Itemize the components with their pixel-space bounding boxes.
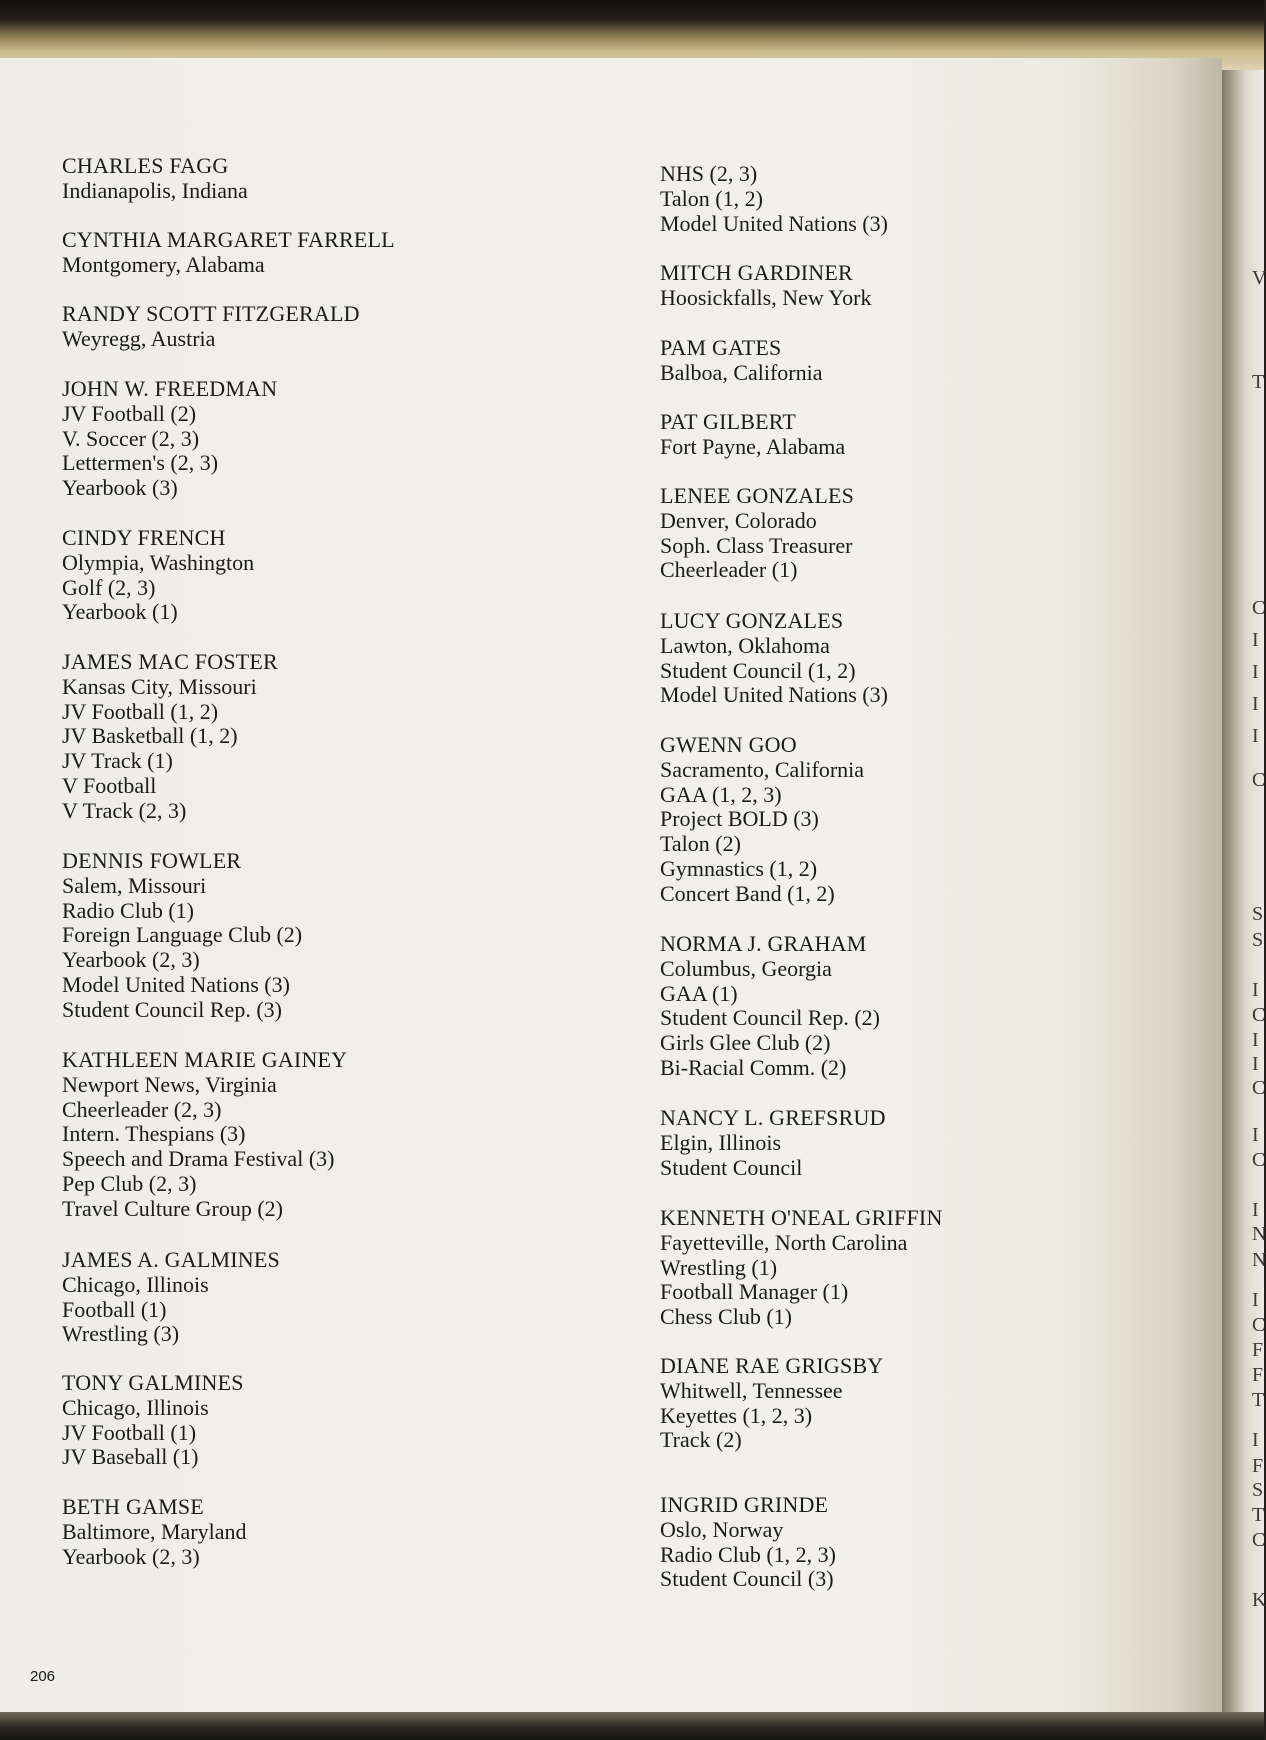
student-hometown: Chicago, Illinois (62, 1271, 209, 1297)
edge-letter: T (1252, 371, 1265, 393)
edge-letter: I (1252, 1124, 1259, 1146)
student-entry (660, 1206, 943, 1330)
edge-letter: S (1252, 929, 1264, 951)
student-hometown: Baltimore, Maryland (62, 1518, 247, 1544)
edge-letter: I (1252, 1053, 1259, 1075)
student-entry (62, 302, 360, 352)
student-name: KENNETH O'NEAL GRIFFIN (660, 1205, 943, 1230)
student-hometown: Kansas City, Missouri (62, 673, 257, 699)
student-activity: Lettermen's (2, 3) (62, 450, 219, 476)
edge-letter: V (1252, 267, 1266, 289)
student-entry (62, 650, 278, 824)
student-name: MITCH GARDINER (660, 260, 853, 285)
student-hometown: Weyregg, Austria (62, 325, 216, 351)
student-name: TONY GALMINES (62, 1370, 244, 1395)
student-activity: Model United Nations (3) (660, 682, 888, 708)
student-activity: Yearbook (3) (62, 475, 178, 501)
student-entry (62, 228, 395, 278)
student-entry (660, 261, 871, 311)
student-activity: Student Council (660, 1154, 803, 1180)
student-name: INGRID GRINDE (660, 1492, 829, 1517)
student-activity: JV Baseball (1) (62, 1444, 199, 1470)
page-number: 206 (30, 1668, 56, 1685)
student-hometown: Newport News, Virginia (62, 1071, 277, 1097)
edge-letter: C (1252, 1077, 1266, 1099)
student-activity: JV Football (1) (62, 1419, 197, 1445)
student-hometown: Indianapolis, Indiana (62, 177, 248, 203)
student-name: LENEE GONZALES (660, 483, 855, 508)
student-name: DIANE RAE GRIGSBY (660, 1353, 884, 1378)
edge-letter: F (1252, 1364, 1264, 1386)
edge-letter: I (1252, 725, 1259, 747)
edge-letter: S (1252, 1479, 1264, 1501)
student-entry (660, 609, 888, 708)
student-activity: V. Soccer (2, 3) (62, 425, 200, 451)
student-hometown: Sacramento, California (660, 756, 865, 782)
student-entry (660, 733, 864, 907)
edge-letter: C (1252, 597, 1266, 619)
student-entry (62, 526, 254, 625)
student-name: CINDY FRENCH (62, 525, 226, 550)
student-activity: Model United Nations (3) (660, 210, 888, 236)
student-name: CHARLES FAGG (62, 153, 229, 178)
student-hometown: Chicago, Illinois (62, 1394, 209, 1420)
student-name: RANDY SCOTT FITZGERALD (62, 301, 360, 326)
student-activity: Soph. Class Treasurer (660, 532, 853, 558)
student-entry (660, 1106, 886, 1180)
student-name: LUCY GONZALES (660, 608, 844, 633)
student-activity: Yearbook (1) (62, 599, 178, 625)
student-activity: Girls Glee Club (2) (660, 1030, 831, 1056)
student-entry (62, 849, 302, 1023)
student-activity: Yearbook (2, 3) (62, 947, 200, 973)
student-entry (660, 484, 854, 583)
student-name: JAMES MAC FOSTER (62, 649, 278, 674)
student-hometown: Hoosickfalls, New York (660, 284, 872, 310)
student-activity: GAA (1, 2, 3) (660, 781, 782, 807)
student-activity: Football Manager (1) (660, 1279, 849, 1305)
student-hometown: Whitwell, Tennessee (660, 1377, 843, 1403)
student-activity: Keyettes (1, 2, 3) (660, 1402, 813, 1428)
student-hometown: JV Football (2) (62, 400, 197, 426)
student-entry (62, 377, 277, 501)
student-name: PAM GATES (660, 335, 782, 360)
edge-letter: I (1252, 1289, 1259, 1311)
edge-letter: I (1252, 1199, 1259, 1221)
student-activity: NHS (2, 3) (660, 161, 758, 186)
student-activity: JV Track (1) (62, 748, 173, 774)
edge-letter: C (1252, 1529, 1266, 1551)
edge-letter: C (1252, 1314, 1266, 1336)
edge-letter: F (1252, 1339, 1264, 1361)
student-activity: Foreign Language Club (2) (62, 922, 303, 948)
student-activity: Concert Band (1, 2) (660, 880, 835, 906)
edge-letter: C (1252, 769, 1266, 791)
student-name: JOHN W. FREEDMAN (62, 376, 278, 401)
student-name: NORMA J. GRAHAM (660, 931, 867, 956)
student-activity: V Track (2, 3) (62, 797, 187, 823)
student-activity: Radio Club (1) (62, 897, 194, 923)
student-activity: Model United Nations (3) (62, 971, 290, 997)
student-activity: Speech and Drama Festival (3) (62, 1146, 335, 1172)
student-name: DENNIS FOWLER (62, 848, 242, 873)
student-name: GWENN GOO (660, 732, 797, 757)
student-name: NANCY L. GREFSRUD (660, 1105, 886, 1130)
student-hometown: Fort Payne, Alabama (660, 433, 846, 459)
student-hometown: Oslo, Norway (660, 1516, 784, 1542)
student-name: CYNTHIA MARGARET FARRELL (62, 227, 395, 252)
student-activity: Track (2) (660, 1427, 742, 1453)
student-hometown: Denver, Colorado (660, 507, 817, 533)
student-hometown: Columbus, Georgia (660, 955, 832, 981)
edge-letter: N (1252, 1223, 1266, 1245)
student-activity: JV Football (1, 2) (62, 698, 219, 724)
student-hometown: Montgomery, Alabama (62, 251, 265, 277)
next-page-edge (1252, 0, 1264, 1740)
student-hometown: Balboa, California (660, 359, 823, 385)
student-activity: Student Council (1, 2) (660, 657, 856, 683)
student-activity: Talon (2) (660, 831, 741, 857)
student-hometown: Olympia, Washington (62, 549, 255, 575)
student-activity: Wrestling (1) (660, 1254, 778, 1280)
edge-letter: I (1252, 693, 1259, 715)
edge-letter: I (1252, 629, 1259, 651)
student-activity: Golf (2, 3) (62, 574, 156, 600)
student-activity: Yearbook (2, 3) (62, 1543, 200, 1569)
student-entry (62, 154, 248, 204)
edge-letter: I (1252, 1429, 1259, 1451)
edge-letter: T (1252, 1504, 1265, 1526)
student-name: PAT GILBERT (660, 409, 796, 434)
student-activity: Project BOLD (3) (660, 806, 819, 832)
student-name: BETH GAMSE (62, 1494, 204, 1519)
student-entry (660, 1354, 883, 1453)
student-activity: Cheerleader (2, 3) (62, 1096, 222, 1122)
student-hometown: Elgin, Illinois (660, 1129, 781, 1155)
student-activity: Chess Club (1) (660, 1304, 792, 1330)
student-activity: Gymnastics (1, 2) (660, 855, 818, 881)
student-entry (660, 162, 888, 236)
student-activity: JV Basketball (1, 2) (62, 723, 238, 749)
student-activity: Radio Club (1, 2, 3) (660, 1541, 836, 1567)
student-activity: Bi-Racial Comm. (2) (660, 1054, 847, 1080)
student-activity: GAA (1) (660, 980, 738, 1006)
edge-letter: F (1252, 1455, 1264, 1477)
student-activity: Intern. Thespians (3) (62, 1121, 246, 1147)
student-hometown: Salem, Missouri (62, 872, 207, 898)
student-hometown: Fayetteville, North Carolina (660, 1229, 908, 1255)
student-entry (660, 1493, 836, 1592)
edge-letter: I (1252, 1029, 1259, 1051)
student-activity: Pep Club (2, 3) (62, 1170, 197, 1196)
student-hometown: Lawton, Oklahoma (660, 632, 830, 658)
student-activity: Student Council Rep. (2) (660, 1005, 880, 1031)
student-activity: Student Council (3) (660, 1566, 834, 1592)
edge-letter: C (1252, 1004, 1266, 1026)
student-entry (660, 410, 845, 460)
student-activity: Travel Culture Group (2) (62, 1195, 283, 1221)
edge-letter: S (1252, 903, 1264, 925)
student-activity: Football (1) (62, 1296, 167, 1322)
edge-letter: I (1252, 661, 1259, 683)
student-entry (62, 1371, 244, 1470)
student-name: KATHLEEN MARIE GAINEY (62, 1047, 348, 1072)
edge-letter: I (1252, 979, 1259, 1001)
edge-letter: C (1252, 1149, 1266, 1171)
student-entry (660, 932, 880, 1081)
student-entry (62, 1048, 347, 1222)
student-activity: Cheerleader (1) (660, 557, 798, 583)
student-activity: Talon (1, 2) (660, 185, 763, 211)
book-binding-bottom (0, 1712, 1264, 1740)
student-name: JAMES A. GALMINES (62, 1247, 280, 1272)
edge-letter: K (1252, 1589, 1266, 1611)
student-entry (660, 336, 823, 386)
student-activity: Wrestling (3) (62, 1321, 180, 1347)
student-entry (62, 1248, 280, 1347)
student-activity: Student Council Rep. (3) (62, 996, 282, 1022)
edge-letter: T (1252, 1389, 1265, 1411)
student-entry (62, 1495, 247, 1569)
edge-letter: N (1252, 1249, 1266, 1271)
student-activity: V Football (62, 772, 157, 798)
